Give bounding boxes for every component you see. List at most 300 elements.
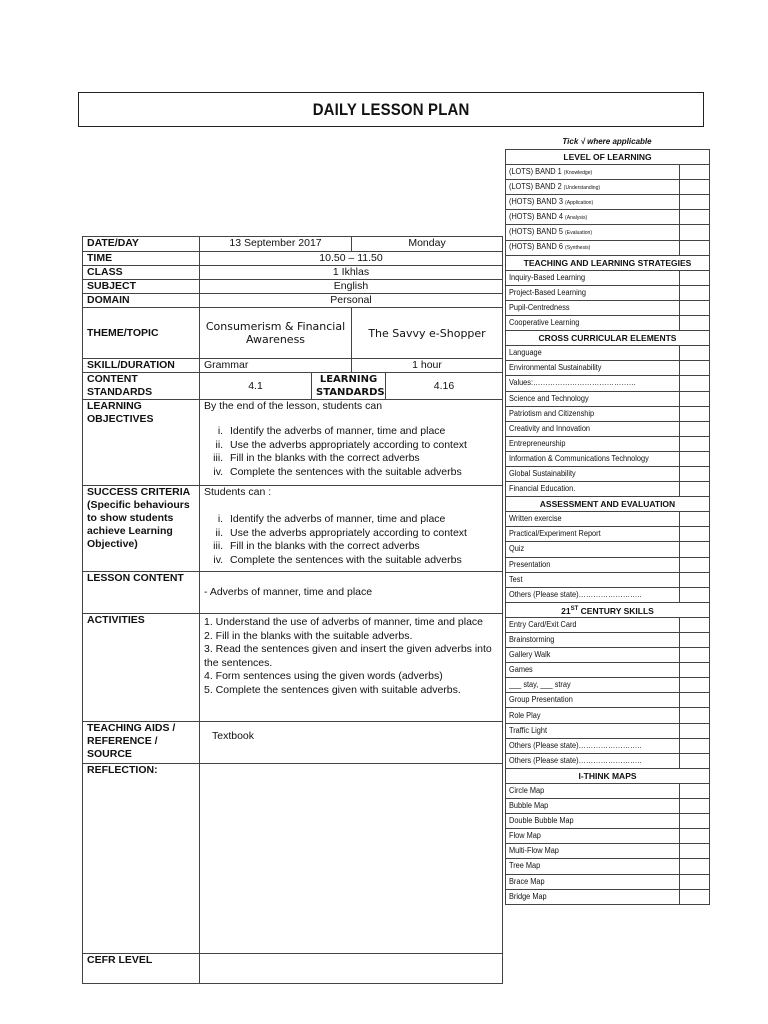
assessment-item-row bbox=[506, 557, 710, 572]
map-item bbox=[506, 814, 680, 829]
cce-item-text: Financial Education. bbox=[509, 484, 576, 494]
tick-box[interactable] bbox=[680, 421, 710, 436]
map-item-row bbox=[506, 829, 710, 844]
skill-item-text: Traffic Light bbox=[509, 725, 548, 735]
content-standards-value: 4.1 bbox=[200, 373, 312, 400]
learning-standards-value: 4.16 bbox=[386, 373, 503, 400]
row-class bbox=[83, 266, 503, 280]
map-item-row bbox=[506, 874, 710, 889]
tick-box[interactable] bbox=[680, 361, 710, 376]
level-item-subtext: (Synthesis) bbox=[565, 245, 591, 252]
map-item-row bbox=[506, 844, 710, 859]
skill-item bbox=[506, 708, 680, 723]
map-item-text: Brace Map bbox=[509, 876, 545, 886]
assessment-item-label bbox=[509, 515, 562, 523]
level-item bbox=[506, 165, 680, 180]
level-item-row bbox=[506, 195, 710, 210]
cce-item bbox=[506, 361, 680, 376]
skill-item-label bbox=[509, 666, 533, 674]
level-item-text: (LOTS) BAND 2 bbox=[509, 181, 562, 191]
skill-item-row bbox=[506, 753, 710, 768]
century-skills-number: 21 bbox=[561, 605, 571, 616]
cce-item bbox=[506, 482, 680, 497]
assessment-item-row bbox=[506, 542, 710, 557]
page-title: DAILY LESSON PLAN bbox=[312, 99, 470, 119]
strategy-item bbox=[506, 270, 680, 285]
tick-box[interactable] bbox=[680, 346, 710, 361]
cce-item-text: Environmental Sustainability bbox=[509, 363, 602, 373]
assessment-item-text: Presentation bbox=[509, 559, 551, 569]
tick-box[interactable] bbox=[680, 180, 710, 195]
skill-item-text: Entry Card/Exit Card bbox=[509, 619, 577, 629]
level-item-subtext: (Knowledge) bbox=[563, 169, 593, 176]
cce-item-row bbox=[506, 466, 710, 481]
tick-box[interactable] bbox=[680, 225, 710, 240]
cce-item bbox=[506, 466, 680, 481]
strategy-item-text: Cooperative Learning bbox=[509, 318, 580, 328]
map-item-row bbox=[506, 783, 710, 798]
skill-item-text: Role Play bbox=[509, 710, 541, 720]
row-objectives bbox=[83, 400, 503, 486]
tick-box[interactable] bbox=[680, 753, 710, 768]
cross-curricular-header: CROSS CURRICULAR ELEMENTS bbox=[506, 331, 710, 346]
strategy-item-text: Pupil-Centredness bbox=[509, 302, 570, 312]
tick-box[interactable] bbox=[680, 874, 710, 889]
level-item-row bbox=[506, 180, 710, 195]
tick-box[interactable] bbox=[680, 466, 710, 481]
level-item bbox=[506, 210, 680, 225]
subject-label: SUBJECT bbox=[83, 280, 200, 294]
map-item-label bbox=[509, 817, 574, 825]
tick-box[interactable] bbox=[680, 165, 710, 180]
cce-item bbox=[506, 346, 680, 361]
strategy-item-label bbox=[509, 319, 579, 327]
row-date bbox=[83, 237, 503, 252]
strategy-item-row bbox=[506, 300, 710, 315]
skill-item-text: Others (Please state)…………………….. bbox=[509, 740, 642, 750]
cce-item-text: Global Sustainability bbox=[509, 469, 576, 479]
century-skills-text: CENTURY SKILLS bbox=[578, 605, 654, 616]
row-skill bbox=[83, 359, 503, 373]
tick-box[interactable] bbox=[680, 210, 710, 225]
tick-box[interactable] bbox=[680, 889, 710, 904]
assessment-item-label bbox=[509, 576, 522, 584]
row-teaching-aids bbox=[83, 722, 503, 764]
cce-item bbox=[506, 391, 680, 406]
map-item bbox=[506, 844, 680, 859]
lesson-content-value: - Adverbs of manner, time and place bbox=[200, 572, 503, 614]
strategy-item-label bbox=[509, 304, 570, 312]
theme-value: Consumerism & Financial Awareness bbox=[200, 308, 352, 359]
domain-value: Personal bbox=[200, 294, 503, 308]
level-item bbox=[506, 240, 680, 255]
reflection-value bbox=[200, 764, 503, 954]
level-item-row bbox=[506, 240, 710, 255]
objectives-cell bbox=[200, 400, 503, 486]
success-criteria-label: SUCCESS CRITERIA (Specific behaviours to show students achieve Learning Objective) bbox=[83, 486, 200, 572]
level-item-subtext: (Understanding) bbox=[563, 184, 601, 191]
assessment-item-text: Others (Please state)…………………….. bbox=[509, 589, 642, 599]
activity-item: 5. Complete the sentences given with suitable adverbs. bbox=[204, 683, 461, 696]
skill-item bbox=[506, 633, 680, 648]
cce-item-row bbox=[506, 406, 710, 421]
domain-label: DOMAIN bbox=[83, 294, 200, 308]
assessment-item-row bbox=[506, 512, 710, 527]
tick-box[interactable] bbox=[680, 708, 710, 723]
skill-item bbox=[506, 663, 680, 678]
tick-box[interactable] bbox=[680, 617, 710, 632]
lesson-plan-table bbox=[82, 236, 503, 984]
map-item bbox=[506, 829, 680, 844]
strategy-item-text: Inquiry-Based Learning bbox=[509, 272, 586, 282]
i-think-maps-header-row bbox=[506, 768, 710, 783]
tick-box[interactable] bbox=[680, 738, 710, 753]
skill-item-label bbox=[509, 696, 573, 704]
tick-box[interactable] bbox=[680, 663, 710, 678]
tick-box[interactable] bbox=[680, 678, 710, 693]
level-of-learning-header-row bbox=[506, 150, 710, 165]
class-value: 1 Ikhlas bbox=[200, 266, 503, 280]
activity-item: 2. Fill in the blanks with the suitable adverbs. bbox=[204, 629, 413, 642]
tick-box[interactable] bbox=[680, 557, 710, 572]
day-value: Monday bbox=[352, 237, 503, 252]
tick-box[interactable] bbox=[680, 406, 710, 421]
content-standards-label: CONTENT STANDARDS bbox=[83, 373, 200, 400]
skill-value: Grammar bbox=[200, 359, 352, 373]
cce-item-text: Science and Technology bbox=[509, 393, 589, 403]
map-item-label bbox=[509, 893, 547, 901]
map-item-label bbox=[509, 787, 544, 795]
cce-item-text: Creativity and Innovation bbox=[509, 423, 591, 433]
level-item bbox=[506, 180, 680, 195]
tick-box[interactable] bbox=[680, 542, 710, 557]
strategy-item-label bbox=[509, 274, 585, 282]
row-time bbox=[83, 252, 503, 266]
tick-box[interactable] bbox=[680, 482, 710, 497]
skill-item bbox=[506, 723, 680, 738]
level-item-text: (HOTS) BAND 3 bbox=[509, 196, 563, 206]
tick-box[interactable] bbox=[680, 587, 710, 602]
success-item: ii. Use the adverbs appropriately according to context bbox=[226, 527, 498, 541]
assessment-header-row bbox=[506, 497, 710, 512]
activity-item: 1. Understand the use of adverbs of manner, time and place bbox=[204, 616, 484, 628]
skill-item-label bbox=[509, 712, 541, 720]
cce-item bbox=[506, 421, 680, 436]
cce-item-label bbox=[509, 485, 575, 493]
tick-box[interactable] bbox=[680, 270, 710, 285]
teaching-aids-label: TEACHING AIDS / REFERENCE / SOURCE bbox=[83, 722, 200, 764]
assessment-item-label bbox=[509, 591, 642, 599]
assessment-item-row bbox=[506, 572, 710, 587]
cefr-label: CEFR LEVEL bbox=[83, 954, 200, 984]
row-activities bbox=[83, 614, 503, 722]
map-item-row bbox=[506, 799, 710, 814]
tick-box[interactable] bbox=[680, 859, 710, 874]
map-item-label bbox=[509, 847, 559, 855]
activity-item: 3. Read the sentences given and insert the given adverbs into the sentences. bbox=[204, 643, 492, 669]
level-of-learning-header: LEVEL OF LEARNING bbox=[506, 150, 710, 165]
cce-item-text: Patriotism and Citizenship bbox=[509, 408, 595, 418]
time-value: 10.50 – 11.50 bbox=[200, 252, 503, 266]
skill-item bbox=[506, 617, 680, 632]
cce-item-text: Values:…………………………………… bbox=[509, 378, 637, 388]
skill-item-row bbox=[506, 708, 710, 723]
success-intro: Students can : bbox=[204, 486, 272, 498]
assessment-item bbox=[506, 542, 680, 557]
map-item-label bbox=[509, 802, 548, 810]
cce-item-label bbox=[509, 349, 542, 357]
map-item-row bbox=[506, 859, 710, 874]
map-item-text: Multi-Flow Map bbox=[509, 846, 559, 856]
level-item-text: (LOTS) BAND 1 bbox=[509, 166, 562, 176]
cce-item-row bbox=[506, 451, 710, 466]
row-subject bbox=[83, 280, 503, 294]
map-item bbox=[506, 889, 680, 904]
assessment-item-text: Quiz bbox=[509, 544, 525, 554]
map-item-text: Double Bubble Map bbox=[509, 816, 574, 826]
cce-item-row bbox=[506, 436, 710, 451]
row-standards bbox=[83, 373, 503, 400]
date-value: 13 September 2017 bbox=[200, 237, 352, 252]
teaching-aids-value: Textbook bbox=[200, 722, 503, 764]
tick-box[interactable] bbox=[680, 648, 710, 663]
map-item-text: Flow Map bbox=[509, 831, 541, 841]
cce-item-label bbox=[509, 470, 576, 478]
assessment-item-row bbox=[506, 587, 710, 602]
objectives-list bbox=[204, 425, 498, 479]
cross-curricular-header-row bbox=[506, 331, 710, 346]
objective-item: iii. Fill in the blanks with the correct adverbs bbox=[226, 452, 498, 466]
skill-item bbox=[506, 678, 680, 693]
strategy-item bbox=[506, 285, 680, 300]
skill-item bbox=[506, 693, 680, 708]
subject-value: English bbox=[200, 280, 503, 294]
map-item-label bbox=[509, 832, 541, 840]
level-item-subtext: (Evaluation) bbox=[565, 230, 593, 237]
tick-box[interactable] bbox=[680, 195, 710, 210]
cce-item-label bbox=[509, 379, 636, 387]
assessment-item bbox=[506, 512, 680, 527]
tick-box[interactable] bbox=[680, 799, 710, 814]
cce-item-text: Information & Communications Technology bbox=[509, 453, 649, 463]
tick-box[interactable] bbox=[680, 572, 710, 587]
assessment-item-text: Practical/Experiment Report bbox=[509, 529, 601, 539]
tick-box[interactable] bbox=[680, 285, 710, 300]
skill-label: SKILL/DURATION bbox=[83, 359, 200, 373]
strategies-header-row bbox=[506, 255, 710, 270]
success-item: iii. Fill in the blanks with the correct adverbs bbox=[226, 540, 498, 554]
class-label: CLASS bbox=[83, 266, 200, 280]
row-domain bbox=[83, 294, 503, 308]
skill-item-row bbox=[506, 678, 710, 693]
skill-item-label bbox=[509, 757, 642, 765]
activity-item: 4. Form sentences using the given words (adverbs) bbox=[204, 670, 443, 682]
success-criteria-cell bbox=[200, 486, 503, 572]
tick-box[interactable] bbox=[680, 391, 710, 406]
activities-cell bbox=[200, 614, 503, 722]
theme-label: THEME/TOPIC bbox=[83, 308, 200, 359]
skill-item-row bbox=[506, 723, 710, 738]
objective-item: iv. Complete the sentences with the suitable adverbs bbox=[226, 466, 498, 480]
cce-item-row bbox=[506, 376, 710, 391]
level-item-row bbox=[506, 225, 710, 240]
topic-value: The Savvy e-Shopper bbox=[352, 308, 503, 359]
tick-box[interactable] bbox=[680, 829, 710, 844]
century-skills-header bbox=[506, 602, 710, 617]
cce-item-row bbox=[506, 421, 710, 436]
skill-item-row bbox=[506, 663, 710, 678]
skill-item-label bbox=[509, 636, 554, 644]
success-item: i. Identify the adverbs of manner, time and place bbox=[226, 513, 498, 527]
assessment-item-label bbox=[509, 561, 550, 569]
map-item-text: Bubble Map bbox=[509, 801, 549, 811]
objective-item: i. Identify the adverbs of manner, time and place bbox=[226, 425, 498, 439]
row-success bbox=[83, 486, 503, 572]
date-label: DATE/DAY bbox=[83, 237, 200, 252]
century-skills-header-row bbox=[506, 602, 710, 617]
tick-box[interactable] bbox=[680, 512, 710, 527]
row-reflection bbox=[83, 764, 503, 954]
strategies-header: TEACHING AND LEARNING STRATEGIES bbox=[506, 255, 710, 270]
skill-item bbox=[506, 738, 680, 753]
tick-box[interactable] bbox=[680, 723, 710, 738]
level-item-subtext: (Analysis) bbox=[565, 214, 588, 221]
tick-box[interactable] bbox=[680, 693, 710, 708]
cce-item-text: Entrepreneurship bbox=[509, 438, 566, 448]
strategy-item-row bbox=[506, 285, 710, 300]
cce-item bbox=[506, 451, 680, 466]
strategy-item-row bbox=[506, 316, 710, 331]
level-item-text: (HOTS) BAND 4 bbox=[509, 211, 563, 221]
tick-box[interactable] bbox=[680, 316, 710, 331]
map-item-label bbox=[509, 862, 540, 870]
cefr-value bbox=[200, 954, 503, 984]
title-box bbox=[78, 92, 704, 127]
cce-item-row bbox=[506, 391, 710, 406]
strategy-item-label bbox=[509, 289, 586, 297]
objectives-intro: By the end of the lesson, students can bbox=[204, 400, 383, 412]
tick-box[interactable] bbox=[680, 451, 710, 466]
cce-item-row bbox=[506, 482, 710, 497]
tick-note: Tick √ where applicable bbox=[562, 137, 652, 146]
cce-item-label bbox=[509, 364, 601, 372]
strategy-item-text: Project-Based Learning bbox=[509, 287, 586, 297]
map-item-row bbox=[506, 889, 710, 904]
cce-item-row bbox=[506, 346, 710, 361]
level-item-subtext: (Application) bbox=[565, 199, 594, 206]
success-item: iv. Complete the sentences with the suitable adverbs bbox=[226, 554, 498, 568]
level-item-text: (HOTS) BAND 6 bbox=[509, 242, 563, 252]
level-item-label bbox=[509, 213, 587, 222]
tick-box[interactable] bbox=[680, 844, 710, 859]
assessment-item bbox=[506, 572, 680, 587]
tick-box[interactable] bbox=[680, 783, 710, 798]
row-cefr bbox=[83, 954, 503, 984]
skill-item bbox=[506, 648, 680, 663]
assessment-item-text: Test bbox=[509, 574, 523, 584]
row-lesson-content bbox=[83, 572, 503, 614]
strategy-item bbox=[506, 300, 680, 315]
activities-label: ACTIVITIES bbox=[83, 614, 200, 722]
cce-item-label bbox=[509, 455, 649, 463]
cce-item-label bbox=[509, 440, 565, 448]
map-item bbox=[506, 874, 680, 889]
assessment-item bbox=[506, 527, 680, 542]
map-item-text: Circle Map bbox=[509, 785, 545, 795]
cce-item bbox=[506, 376, 680, 391]
century-skills-suffix: ST bbox=[570, 605, 579, 612]
cce-item-row bbox=[506, 361, 710, 376]
level-item-label bbox=[509, 243, 590, 252]
skill-item-label bbox=[509, 727, 547, 735]
skill-item-row bbox=[506, 738, 710, 753]
skill-item-text: Games bbox=[509, 665, 533, 675]
time-label: TIME bbox=[83, 252, 200, 266]
map-item bbox=[506, 859, 680, 874]
assessment-header: ASSESSMENT AND EVALUATION bbox=[506, 497, 710, 512]
level-item-text: (HOTS) BAND 5 bbox=[509, 227, 563, 237]
i-think-maps-header: I-THINK MAPS bbox=[506, 768, 710, 783]
level-item bbox=[506, 195, 680, 210]
skill-item-label bbox=[509, 742, 642, 750]
cce-item bbox=[506, 406, 680, 421]
cce-item-label bbox=[509, 425, 590, 433]
success-list bbox=[204, 513, 498, 567]
level-item bbox=[506, 225, 680, 240]
skill-item bbox=[506, 753, 680, 768]
map-item-text: Tree Map bbox=[509, 861, 541, 871]
assessment-item-label bbox=[509, 530, 601, 538]
map-item bbox=[506, 783, 680, 798]
cce-item bbox=[506, 436, 680, 451]
assessment-item-label bbox=[509, 545, 524, 553]
assessment-item bbox=[506, 587, 680, 602]
skill-item-text: Gallery Walk bbox=[509, 650, 551, 660]
skill-item-text: Group Presentation bbox=[509, 695, 573, 705]
skill-item-row bbox=[506, 693, 710, 708]
checklist-table bbox=[505, 149, 710, 905]
tick-box[interactable] bbox=[680, 633, 710, 648]
skill-item-text: ___ stay, ___ stray bbox=[509, 680, 571, 690]
level-item-label bbox=[509, 228, 592, 237]
objectives-label: LEARNING OBJECTIVES bbox=[83, 400, 200, 486]
cce-item-label bbox=[509, 410, 594, 418]
strategy-item-row bbox=[506, 270, 710, 285]
map-item-row bbox=[506, 814, 710, 829]
tick-box[interactable] bbox=[680, 376, 710, 391]
tick-box[interactable] bbox=[680, 436, 710, 451]
level-item-label bbox=[509, 198, 593, 207]
tick-box[interactable] bbox=[680, 240, 710, 255]
tick-box[interactable] bbox=[680, 814, 710, 829]
cce-item-label bbox=[509, 395, 589, 403]
reflection-label: REFLECTION: bbox=[83, 764, 200, 954]
tick-box[interactable] bbox=[680, 527, 710, 542]
learning-standards-label: LEARNING STANDARDS bbox=[312, 373, 386, 400]
assessment-item-row bbox=[506, 527, 710, 542]
assessment-item-text: Written exercise bbox=[509, 514, 562, 524]
strategy-item bbox=[506, 316, 680, 331]
map-item-label bbox=[509, 878, 545, 886]
level-item-row bbox=[506, 165, 710, 180]
level-item-row bbox=[506, 210, 710, 225]
tick-box[interactable] bbox=[680, 300, 710, 315]
skill-item-row bbox=[506, 633, 710, 648]
row-theme bbox=[83, 308, 503, 359]
skill-item-label bbox=[509, 651, 550, 659]
cce-item-text: Language bbox=[509, 348, 542, 358]
assessment-item bbox=[506, 557, 680, 572]
